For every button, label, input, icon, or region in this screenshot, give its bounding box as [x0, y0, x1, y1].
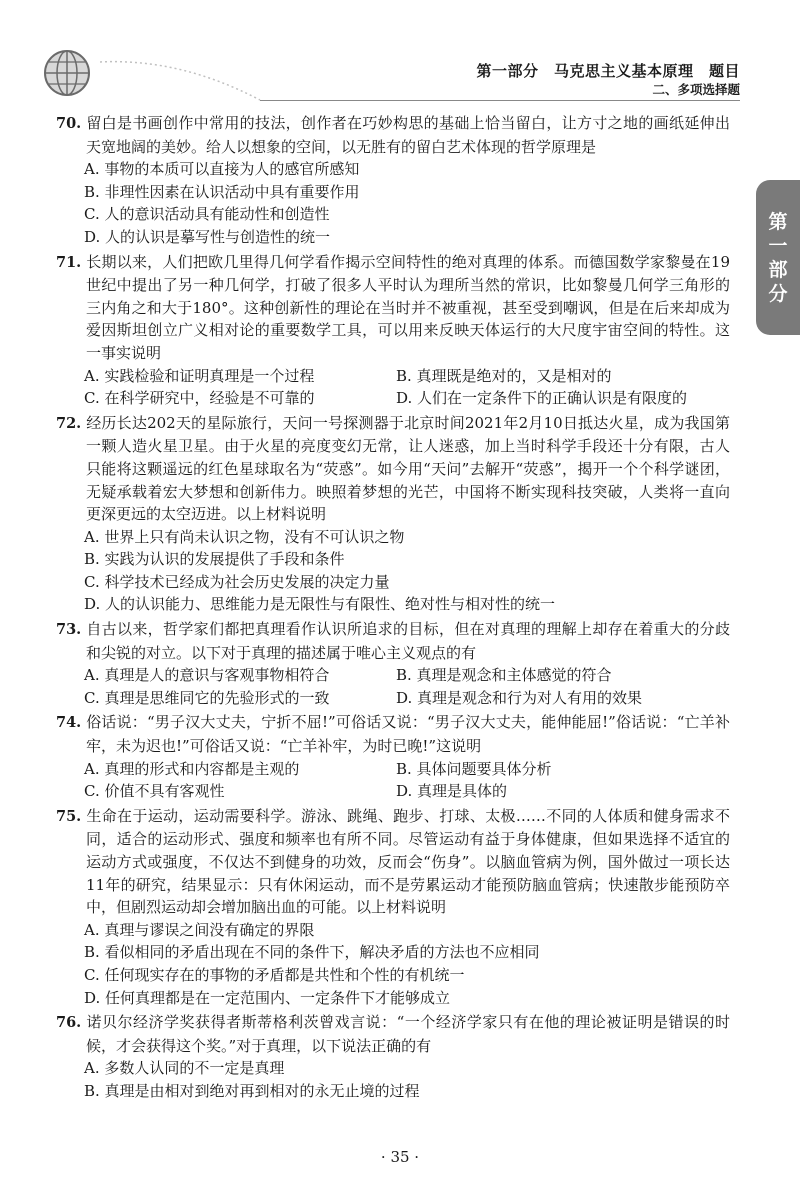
question-number: 74.: [56, 714, 82, 732]
question-stem: 留白是书画创作中常用的技法，创作者在巧妙构思的基础上恰当留白，让方寸之地的画纸延伸出天宽地阔的美妙。给人以想象的空间，以无胜有的留白艺术体现的哲学原理是: [86, 114, 730, 156]
section-tab-char: 部: [768, 258, 788, 281]
question-stem: 自古以来，哲学家们都把真理看作认识所追求的目标，但在对真理的理解上却存在着重大的分歧和尖锐的对立。以下对于真理的描述属于唯心主义观点的有: [86, 620, 730, 662]
question-75: [56, 805, 730, 1009]
option-d: D. 人的认识能力、思维能力是无限性与有限性、绝对性与相对性的统一: [84, 595, 556, 614]
question-stem: 生命在于运动，运动需要科学。游泳、跳绳、跑步、打球、太极……不同的人体质和健身需求不同，适合的运动形式、强度和频率也有所不同。尽管运动有益于身体健康，但如果选择不适宜的运动方式或强度，不仅达不到健身的功效，反而会“伤身”。以脑血管病为例，国外做过一项长达11年的研究，结果显示：只有休闲运动，而不是劳累运动才能预防脑血管病；快速散步能预防卒中，但剧烈运动却会增加脑出血的可能。以上材料说明: [86, 806, 730, 917]
option-b: B. 看似相同的矛盾出现在不同的条件下，解决矛盾的方法也不应相同: [84, 943, 540, 962]
option-c: C. 真理是思维同它的先验形式的一致: [84, 688, 330, 707]
question-76: [56, 1011, 730, 1102]
option-d: D. 真理是具体的: [396, 782, 508, 801]
option-a: A. 真理是人的意识与客观事物相符合: [84, 666, 330, 685]
question-number: 73.: [56, 621, 82, 639]
header-divider: [260, 100, 740, 101]
header-title: 第一部分 马克思主义基本原理 题目: [476, 62, 740, 80]
question-number: 72.: [56, 414, 82, 432]
question-74: [56, 711, 730, 802]
option-d: D. 真理是观念和行为对人有用的效果: [396, 688, 643, 707]
question-number: 75.: [56, 807, 82, 825]
option-b: B. 真理是由相对到绝对再到相对的永无止境的过程: [84, 1081, 420, 1100]
section-tab-char: 分: [768, 282, 788, 305]
option-c: C. 科学技术已经成为社会历史发展的决定力量: [84, 572, 390, 591]
question-list: [56, 112, 730, 1105]
question-stem: 诺贝尔经济学奖获得者斯蒂格利茨曾戏言说：“一个经济学家只有在他的理论被证明是错误的时候，才会获得这个奖。”对于真理，以下说法正确的有: [86, 1013, 730, 1055]
option-a: A. 真理的形式和内容都是主观的: [84, 759, 300, 778]
option-a: A. 真理与谬误之间没有确定的界限: [84, 920, 315, 939]
question-stem: 经历长达202天的星际旅行，天问一号探测器于北京时间2021年2月10日抵达火星，成为我国第一颗人造火星卫星。由于火星的亮度变幻无常，让人迷惑，加上当时科学手段还十分有限，古人只能将这颗遥远的红色星球取名为“荧惑”。如今用“天问”去解开“荧惑”，揭开一个个科学谜团，无疑承载着宏大梦想和创新伟力。映照着梦想的光芒，中国将不断实现科技突破，人类将一直向更深更远的太空迈进。以上材料说明: [86, 413, 730, 524]
question-70: [56, 112, 730, 249]
option-b: B. 真理既是绝对的，又是相对的: [396, 366, 612, 385]
option-d: D. 人们在一定条件下的正确认识是有限度的: [396, 389, 688, 408]
question-72: [56, 412, 730, 616]
option-b: B. 非理性因素在认识活动中具有重要作用: [84, 182, 360, 201]
question-73: [56, 618, 730, 709]
header-subtitle: 二、多项选择题: [652, 82, 740, 97]
question-stem: 长期以来，人们把欧几里得几何学看作揭示空间特性的绝对真理的体系。而德国数学家黎曼在19世纪中提出了另一种几何学，打破了很多人平时认为理所当然的常识，比如黎曼几何学三角形的三内角之和大于180°。这种创新性的理论在当时并不被重视，甚至受到嘲讽，但是在后来却成为爱因斯坦创立广义相对论的重要数学工具，可以用来反映天体运行的大尺度宇宙空间的特性。这一事实说明: [86, 252, 730, 362]
question-stem: 俗话说：“男子汉大丈夫，宁折不屈!”可俗话又说：“男子汉大丈夫，能伸能屈!”俗话说：“亡羊补牢，未为迟也!”可俗话又说：“亡羊补牢，为时已晚!”这说明: [86, 713, 730, 756]
option-a: A. 事物的本质可以直接为人的感官所感知: [84, 160, 360, 179]
section-tab-char: 第: [768, 210, 788, 233]
option-b: B. 具体问题要具体分析: [396, 759, 552, 778]
page-header: [0, 0, 800, 110]
option-d: D. 人的认识是摹写性与创造性的统一: [84, 227, 331, 246]
option-a: A. 世界上只有尚未认识之物，没有不可认识之物: [84, 527, 405, 546]
question-number: 71.: [56, 253, 82, 271]
option-c: C. 在科学研究中，经验是不可靠的: [84, 389, 315, 408]
option-b: B. 实践为认识的发展提供了手段和条件: [84, 550, 345, 569]
question-number: 76.: [56, 1014, 82, 1032]
section-tab-char: 一: [768, 234, 788, 257]
option-c: C. 任何现实存在的事物的矛盾都是共性和个性的有机统一: [84, 965, 465, 984]
section-tab: [756, 180, 800, 335]
option-b: B. 真理是观念和主体感觉的符合: [396, 666, 612, 685]
page-number: · 35 ·: [380, 1148, 420, 1166]
option-a: A. 实践检验和证明真理是一个过程: [84, 366, 315, 385]
question-number: 70.: [56, 115, 82, 132]
globe-icon: [42, 48, 92, 98]
option-c: C. 价值不具有客观性: [84, 782, 225, 801]
option-d: D. 任何真理都是在一定范围内、一定条件下才能够成立: [84, 988, 451, 1007]
question-71: [56, 251, 730, 410]
option-c: C. 人的意识活动具有能动性和创造性: [84, 205, 330, 224]
option-a: A. 多数人认同的不一定是真理: [84, 1059, 285, 1078]
decorative-arc: [100, 56, 270, 102]
